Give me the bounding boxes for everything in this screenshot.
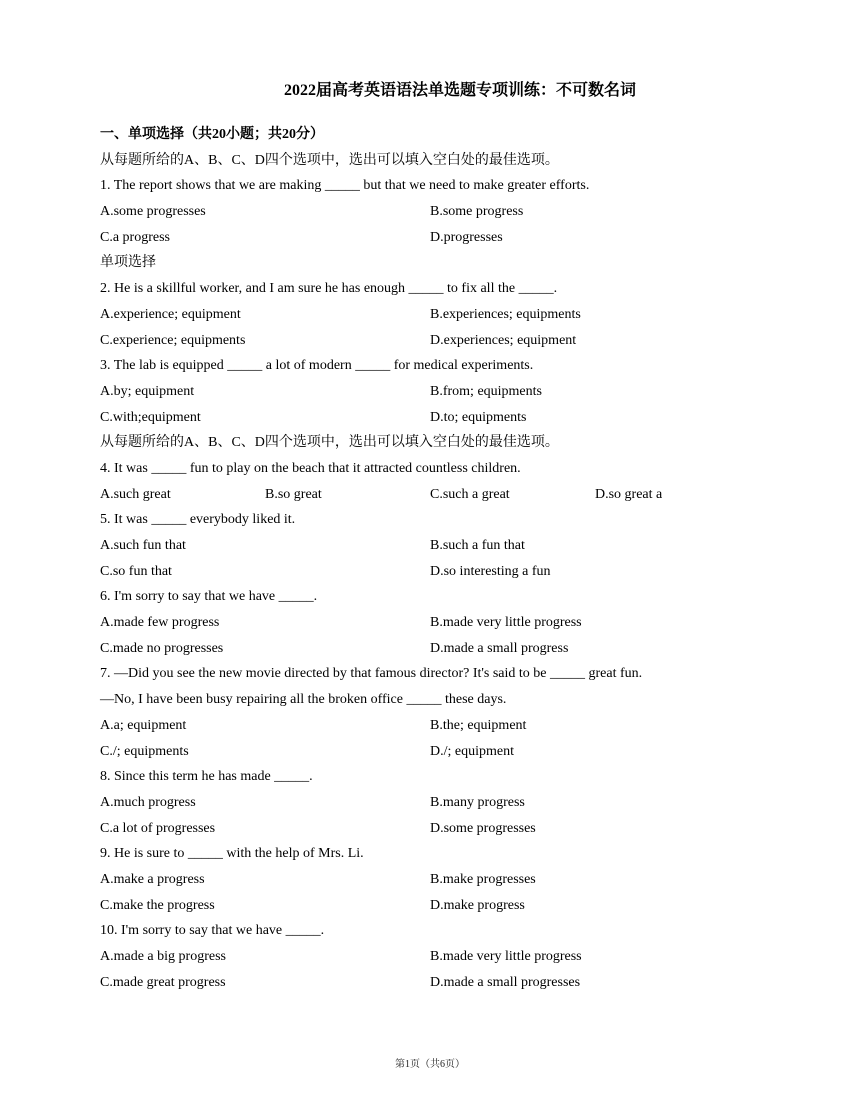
option-c: C.made great progress — [100, 974, 226, 990]
option-c: C.make the progress — [100, 897, 215, 913]
option-b: B.made very little progress — [430, 949, 582, 964]
option-a: A.make a progress — [100, 871, 205, 887]
option-a: A.such great — [100, 486, 171, 502]
option-row — [100, 482, 800, 508]
instruction-text: 从每题所给的A、B、C、D四个选项中，选出可以填入空白处的最佳选项。 — [100, 435, 559, 451]
question-stem: 6. I'm sorry to say that we have _____. — [100, 589, 318, 605]
option-row — [100, 713, 800, 739]
option-c: C.so fun that — [100, 563, 172, 579]
question-stem: 2. He is a skillful worker, and I am sure he has enough _____ to fix all the _____. — [100, 281, 558, 297]
option-c: C.such a great — [430, 486, 510, 502]
document-body — [100, 122, 800, 995]
option-b: B.many progress — [430, 794, 525, 810]
option-row — [100, 739, 800, 765]
option-b: B.from; equipments — [430, 383, 542, 399]
question-stem: 7. —Did you see the new movie directed by that famous director? It's said to be _____ great fun. — [100, 666, 643, 682]
subheading-text: 单项选择 — [100, 255, 156, 271]
option-c: C.a progress — [100, 229, 170, 245]
option-row — [100, 636, 800, 662]
option-a: A.experience; equipment — [100, 306, 241, 322]
option-d: D.so interesting a fun — [430, 563, 551, 579]
instruction-text: 从每题所给的A、B、C、D四个选项中，选出可以填入空白处的最佳选项。 — [100, 152, 559, 168]
option-c: C.with;equipment — [100, 409, 201, 425]
question-stem-continued: —No, I have been busy repairing all the broken office _____ these days. — [100, 692, 507, 708]
option-a: A.made a big progress — [100, 949, 226, 964]
option-row — [100, 867, 800, 893]
option-d: D.to; equipments — [430, 409, 527, 425]
section-heading: 一、单项选择（共20小题；共20分） — [100, 127, 324, 142]
document-title: 2022届高考英语语法单选题专项训练：不可数名词 — [283, 82, 636, 99]
option-c: C.a lot of progresses — [100, 820, 216, 836]
option-a: A.such fun that — [100, 538, 186, 553]
option-b: B.experiences; equipments — [430, 306, 581, 322]
option-d: D.make progress — [430, 897, 525, 913]
option-row — [100, 328, 800, 354]
option-row — [100, 533, 800, 559]
question-stem: 5. It was _____ everybody liked it. — [100, 512, 296, 528]
option-row — [100, 379, 800, 405]
option-a: A.made few progress — [100, 615, 220, 631]
option-d: D.experiences; equipment — [430, 332, 577, 348]
option-c: C.experience; equipments — [100, 332, 246, 348]
option-d: D.made a small progress — [430, 640, 569, 656]
option-row — [100, 225, 800, 251]
option-row — [100, 893, 800, 919]
option-d: D.made a small progresses — [430, 974, 581, 990]
option-d: D.progresses — [430, 229, 503, 245]
option-d: D./; equipment — [430, 743, 514, 759]
option-d: D.so great a — [595, 486, 663, 502]
option-row — [100, 944, 800, 970]
option-d: D.some progresses — [430, 820, 536, 836]
question-stem: 1. The report shows that we are making _____ but that we need to make greater efforts. — [100, 178, 590, 194]
option-b: B.make progresses — [430, 871, 536, 887]
option-a: A.a; equipment — [100, 717, 187, 733]
option-b: B.so great — [265, 486, 322, 502]
option-b: B.such a fun that — [430, 538, 525, 553]
option-a: A.by; equipment — [100, 383, 195, 399]
option-b: B.the; equipment — [430, 717, 527, 733]
question-stem: 4. It was _____ fun to play on the beach that it attracted countless children. — [100, 460, 521, 476]
option-row — [100, 610, 800, 636]
option-b: B.some progress — [430, 204, 524, 220]
option-row — [100, 405, 800, 431]
question-stem: 9. He is sure to _____ with the help of Mrs. Li. — [100, 846, 364, 862]
option-row — [100, 199, 800, 225]
option-a: A.some progresses — [100, 204, 206, 220]
option-row — [100, 970, 800, 996]
question-stem: 8. Since this term he has made _____. — [100, 769, 313, 785]
page-footer: 第1页（共6页） — [395, 1059, 465, 1070]
question-stem: 10. I'm sorry to say that we have _____. — [100, 923, 325, 939]
option-row — [100, 790, 800, 816]
option-c: C.made no progresses — [100, 640, 224, 656]
option-c: C./; equipments — [100, 743, 189, 759]
question-stem: 3. The lab is equipped _____ a lot of modern _____ for medical experiments. — [100, 358, 534, 374]
option-a: A.much progress — [100, 794, 196, 810]
option-row — [100, 559, 800, 585]
option-b: B.made very little progress — [430, 615, 582, 631]
option-row — [100, 816, 800, 842]
option-row — [100, 302, 800, 328]
